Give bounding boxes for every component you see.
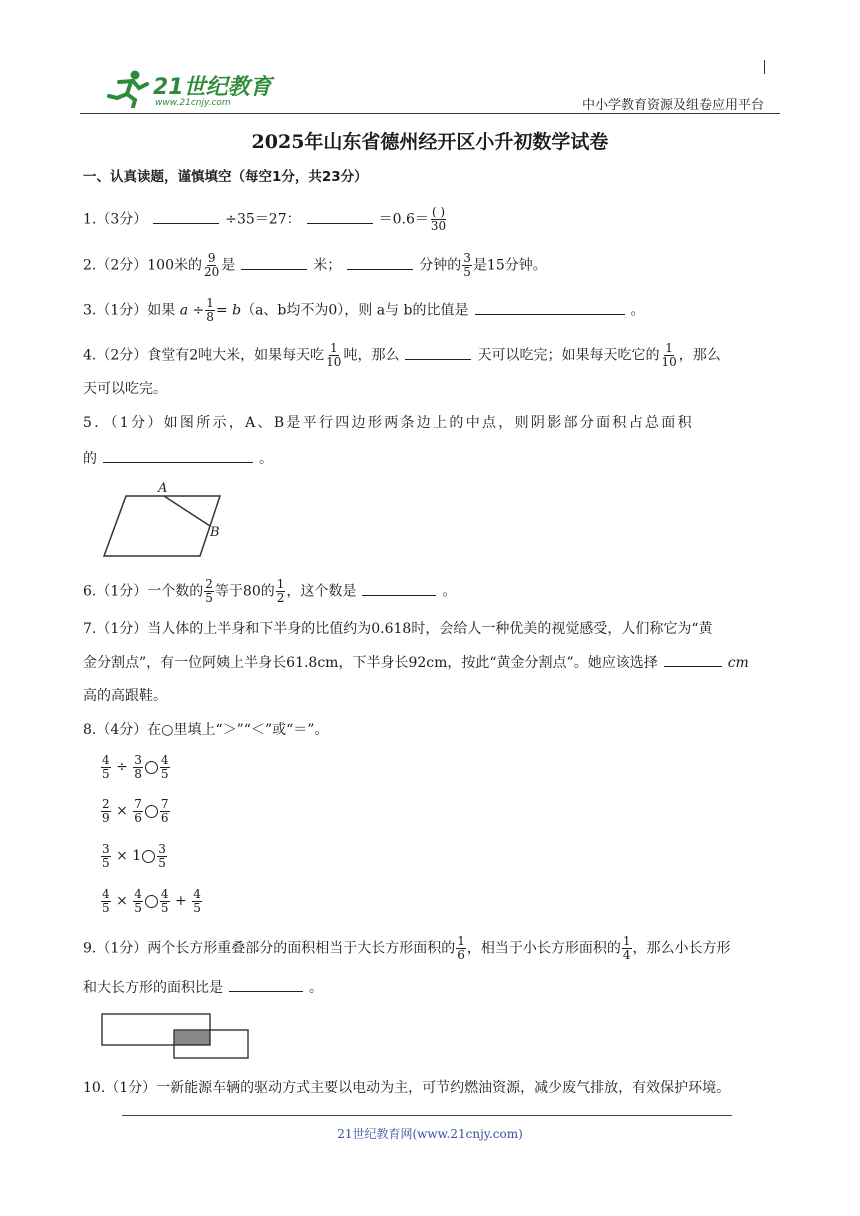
question-6: 6.（1分）一个数的 $\frac{2}{5}$ 等于80的 $\frac{1}{2}$ ，这个数是 。	[83, 577, 457, 605]
label-a: A	[158, 481, 168, 496]
question-3: 3.（1分）如果 a ÷ $\frac{1}{8}$ = b（a、b均不为0），则 a与 b的比值是 。	[83, 296, 645, 324]
section-heading: 一、认真读题，谨慎填空（每空1分，共23分）	[83, 169, 368, 185]
runner-logo-icon	[105, 68, 153, 108]
question-5: 5．（1分）如图所示，A、B是平行四边形两条边上的中点，则阴影部分面积占总面积	[83, 415, 694, 431]
answer-blank[interactable]	[153, 209, 219, 224]
compare-row-2: $\frac{2}{9}$ × $\frac{7}{6}$ $\frac{7}{6}$	[102, 796, 169, 825]
header-logo	[105, 68, 275, 112]
question-7-line3: 高的高跟鞋。	[83, 688, 167, 704]
compare-circle[interactable]	[145, 805, 158, 818]
question-5-line2: 的 。	[83, 448, 273, 470]
label-b: B	[210, 525, 220, 540]
compare-circle[interactable]	[145, 761, 158, 774]
fraction: $\frac{( )}{30}$	[430, 205, 447, 233]
question-8: 8.（4分）在○里填上“＞”“＜”或“＝”。	[83, 722, 329, 738]
platform-text: 中小学教育资源及组卷应用平台	[582, 98, 765, 113]
fraction: $\frac{1}{10}$	[326, 341, 342, 369]
question-10: 10.（1分）一新能源车辆的驱动方式主要以电动为主，可节约燃油资源，减少废气排放，有效保护环境。	[83, 1080, 731, 1096]
fraction: $\frac{2}{5}$	[205, 577, 213, 605]
footer-text: 21世纪教育网(www.21cnjy.com)	[337, 1127, 523, 1141]
answer-blank[interactable]	[307, 209, 373, 224]
footer-rule	[122, 1115, 732, 1116]
fraction: $\frac{1}{6}$	[457, 934, 465, 962]
page-title: 2025年山东省德州经开区小升初数学试卷	[251, 131, 609, 153]
answer-blank[interactable]	[664, 652, 722, 667]
compare-row-3: $\frac{3}{5}$ × 1 $\frac{3}{5}$	[102, 841, 166, 870]
answer-blank[interactable]	[241, 255, 307, 270]
fraction: $\frac{1}{2}$	[276, 577, 285, 605]
question-1: 1.（3分） ÷35＝27： ＝0.6＝ $\frac{( )}{30}$	[83, 205, 447, 233]
header-rule	[80, 113, 780, 114]
compare-row-4: $\frac{4}{5}$ × $\frac{4}{5}$ $\frac{4}{5}$ + $\frac{4}{5}$	[102, 886, 201, 915]
question-2: 2.（2分）100米的 $\frac{9}{20}$ 是 米； 分钟的 $\frac{3}{5}$ 是15分钟。	[83, 251, 547, 279]
question-9-line2: 和大长方形的面积比是 。	[83, 977, 323, 999]
compare-circle[interactable]	[145, 895, 158, 908]
fraction: $\frac{1}{10}$	[661, 341, 677, 369]
rectangles-figure	[100, 1012, 252, 1062]
answer-blank[interactable]	[405, 345, 471, 360]
answer-blank[interactable]	[229, 977, 303, 992]
compare-row-1: $\frac{4}{5}$ ÷ $\frac{3}{8}$ $\frac{4}{5}$	[102, 752, 169, 781]
answer-blank[interactable]	[362, 581, 436, 596]
fraction: $\frac{1}{4}$	[622, 934, 631, 962]
answer-blank[interactable]	[347, 255, 413, 270]
fraction: $\frac{1}{8}$	[206, 296, 214, 324]
answer-blank[interactable]	[475, 300, 625, 315]
logo-text: 21世纪教育	[153, 75, 272, 100]
logo-url: www.21cnjy.com	[155, 98, 231, 108]
question-4-line2: 天可以吃完。	[83, 381, 167, 397]
question-7: 7.（1分）当人体的上半身和下半身的比值约为0.618时，会给人一种优美的视觉感受，人们称它为“黄	[83, 621, 713, 637]
parallelogram-figure	[100, 480, 230, 560]
fraction: $\frac{3}{5}$	[463, 251, 471, 279]
question-9: 9.（1分）两个长方形重叠部分的面积相当于大长方形面积的 $\frac{1}{6}$ ，相当于小长方形面积的 $\frac{1}{4}$ ，那么小长方形	[83, 934, 731, 962]
answer-blank[interactable]	[103, 448, 253, 463]
fraction: $\frac{9}{20}$	[204, 251, 220, 279]
page-corner-mark	[764, 60, 765, 74]
compare-circle[interactable]	[142, 850, 155, 863]
question-7-line2: 金分割点”，有一位阿姨上半身长61.8cm，下半身长92cm，按此“黄金分割点”。她应该选择 cm	[83, 652, 749, 674]
question-4: 4.（2分）食堂有2吨大米，如果每天吃 $\frac{1}{10}$ 吨，那么 天可以吃完；如果每天吃它的 $\frac{1}{10}$ ，那么	[83, 341, 721, 369]
